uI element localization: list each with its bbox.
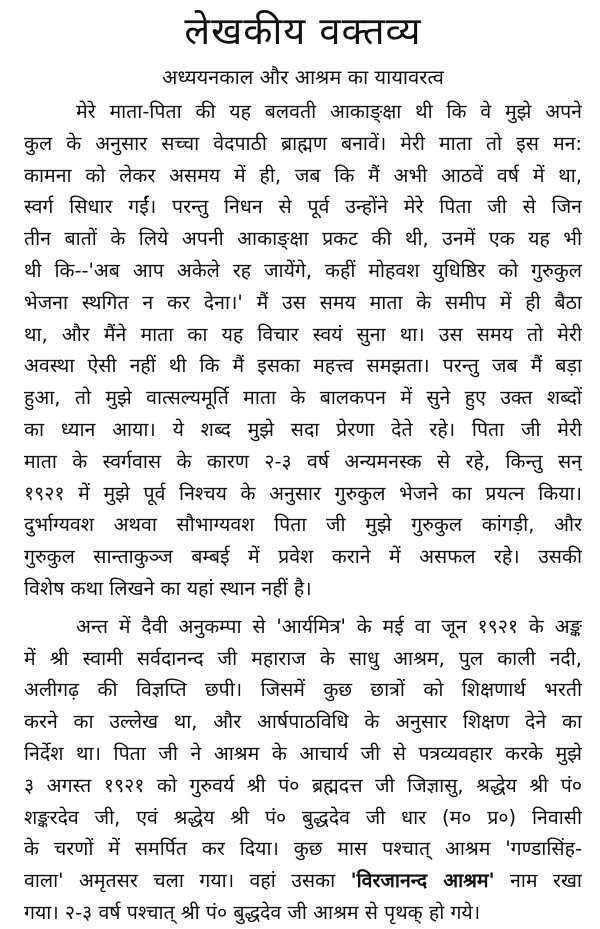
text-line: गया। २-३ वर्ष पश्चात् श्री पं० बुद्धदेव जी आश्रम से पृथक् हो गये। <box>24 900 481 924</box>
text-line: हुआ, तो मुझे वात्सल्यमूर्ति माता के बालकपन में सुने हुए उक्त शब्दों <box>24 386 582 410</box>
text-line: निर्देश था। पिता जी ने आश्रम के आचार्य जी से पत्रव्यवहार करके मुझे <box>24 741 582 765</box>
text-line: मेरे माता-पिता की यह बलवती आकाङ्क्षा थी कि वे मुझे अपने <box>76 100 582 123</box>
text-line: कुल के अनुसार सच्चा वेदपाठी ब्राह्मण बनावें। मेरी माता तो इस मन: <box>24 131 582 155</box>
text-line: विशेष कथा लिखने का यहां स्थान नहीं है। <box>24 576 312 600</box>
text-line: करने का उल्लेख था, और आर्षपाठविधि के अनुसार शिक्षण देने का <box>24 710 582 734</box>
text-line: थी कि--'अब आप अकेले रह जायेंगे, कहीं मोहवश युधिष्ठिर को गुरुकुल <box>24 258 582 282</box>
text-line: ३ अगस्त १९२१ को गुरुवर्य श्री पं० ब्रह्मदत्त जी जिज्ञासु, श्रद्धेय श्री पं० <box>24 773 582 797</box>
page-title: लेखकीय वक्तव्य <box>184 9 422 53</box>
text-line: दुर्भाग्यवश अथवा सौभाग्यवश पिता जी मुझे गुरुकुल कांगड़ी, और <box>24 513 582 537</box>
text-line: में श्री स्वामी सर्वदानन्द जी महाराज के साधु आश्रम, पुल काली नदी, <box>24 646 582 670</box>
text-line: माता के स्वर्गवास के कारण २-३ वर्ष अन्यमनस्क से रहे, किन्तु सन् <box>24 449 582 473</box>
text-line: अलीगढ़ की विज्ञप्ति छपी। जिसमें कुछ छात्रों को शिक्षणार्थ भरती <box>24 678 582 702</box>
paragraph-2 <box>24 611 582 929</box>
text-line: भेजना स्थगित न कर देना।' मैं उस समय माता के समीप में ही बैठा <box>24 290 582 314</box>
section-subtitle: अध्ययनकाल और आश्रम का यायावरत्व <box>162 65 444 89</box>
text-fragment: वाला' अमृतसर चला गया। वहां उसका <box>24 869 351 893</box>
text-line: स्वर्ग सिधार गईं। परन्तु निधन से पूर्व उन्होंने मेरे पिता जी से जिन <box>24 195 582 219</box>
text-line: का ध्यान आया। ये शब्द मुझे सदा प्रेरणा देते रहे। पिता जी मेरी <box>24 417 582 441</box>
text-line: अन्त में दैवी अनुकम्पा से 'आर्यमित्र' के मई वा जून १९२१ के अङ्क <box>76 614 582 638</box>
text-fragment: नाम रखा <box>494 869 582 893</box>
bold-ashram-name: 'विरजानन्द आश्रम' <box>350 869 495 893</box>
text-line: शङ्करदेव जी, एवं श्रद्धेय श्री पं० बुद्धदेव जी धार (म० प्र०) निवासी <box>24 805 582 829</box>
text-line: अवस्था ऐसी नहीं थी कि मैं इसका महत्त्व समझता। परन्तु जब मैं बड़ा <box>24 354 582 378</box>
text-line-with-bold <box>24 865 582 897</box>
text-line: था, और मैंने माता का यह विचार स्वयं सुना था। उस समय तो मेरी <box>24 322 582 346</box>
text-line: तीन बातों के लिये अपनी आकाङ्क्षा प्रकट की थी, उनमें एक यह भी <box>24 227 582 251</box>
paragraph-1 <box>24 96 582 605</box>
text-line: १९२१ में मुझे पूर्व निश्चय के अनुसार गुरुकुल भेजने का प्रयत्न किया। <box>24 481 582 505</box>
text-line: गुरुकुल सान्ताकुञ्ज बम्बई में प्रवेश कराने में असफल रहे। उसकी <box>24 545 582 569</box>
text-line: कामना को लेकर असमय में ही, जब कि मैं अभी आठवें वर्ष में था, <box>24 163 582 187</box>
text-line: के चरणों में समर्पित कर दिया। कुछ मास पश्चात् आश्रम 'गण्डासिंह- <box>24 837 582 861</box>
